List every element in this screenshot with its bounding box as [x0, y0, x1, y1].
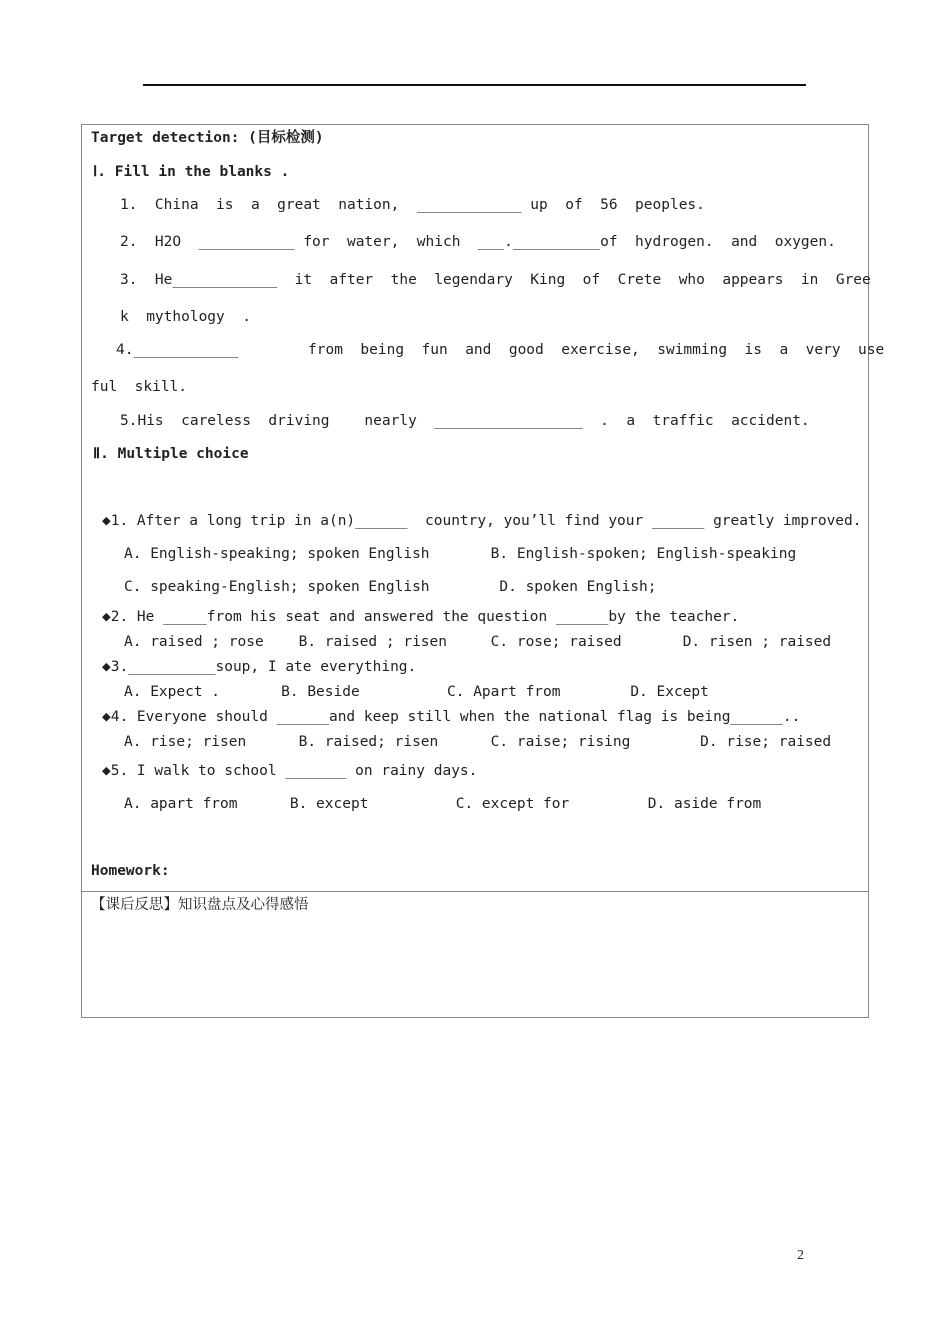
table-divider — [82, 891, 868, 892]
mc-question-5: ◆5. I walk to school _______ on rainy days. — [102, 763, 478, 779]
mc-question-4: ◆4. Everyone should ______and keep still when the national flag is being______.. — [102, 709, 801, 725]
reflection-heading: 【课后反思】知识盘点及心得感悟 — [91, 897, 309, 913]
fill-question-3-line1: 3. He____________ it after the legendary King of Crete who appears in Gree — [120, 272, 871, 288]
mc-question-5-options: A. apart from B. except C. except for D. aside from — [124, 796, 762, 812]
mc-question-2: ◆2. He _____from his seat and answered the question ______by the teacher. — [102, 609, 740, 625]
fill-question-3-line2: k mythology . — [120, 309, 251, 325]
mc-question-3: ◆3.__________soup, I ate everything. — [102, 659, 417, 675]
mc-question-1: ◆1. After a long trip in a(n)______ country, you’ll find your ______ greatly improved. — [102, 513, 862, 529]
page-number: 2 — [797, 1248, 804, 1263]
fill-question-4-line1: 4.____________ from being fun and good exercise, swimming is a very use — [116, 342, 885, 358]
header-rule — [143, 84, 806, 86]
mc-question-1-options-b: C. speaking-English; spoken English D. spoken English; — [124, 579, 657, 595]
mc-question-1-options-a: A. English-speaking; spoken English B. English-spoken; English-speaking — [124, 546, 797, 562]
fill-question-5: 5.His careless driving nearly _________________ . a traffic accident. — [120, 413, 810, 429]
worksheet-table — [81, 124, 885, 1018]
fill-question-1: 1. China is a great nation, ____________ up of 56 peoples. — [120, 197, 705, 213]
fill-question-2: 2. H2O ___________ for water, which ___.__________of hydrogen. and oxygen. — [120, 234, 836, 250]
fill-question-4-line2: ful skill. — [91, 379, 188, 395]
mc-question-4-options: A. rise; risen B. raised; risen C. raise; rising D. rise; raised — [124, 734, 832, 750]
multiple-choice-heading: Ⅱ. Multiple choice — [93, 446, 249, 462]
mc-question-3-options: A. Expect . B. Beside C. Apart from D. Except — [124, 684, 709, 700]
target-detection-heading: Target detection: (目标检测) — [91, 130, 324, 146]
mc-question-2-options: A. raised ; rose B. raised ; risen C. rose; raised D. risen ; raised — [124, 634, 832, 650]
fill-blanks-heading: Ⅰ. Fill in the blanks . — [93, 164, 290, 180]
homework-heading: Homework: — [91, 863, 170, 879]
